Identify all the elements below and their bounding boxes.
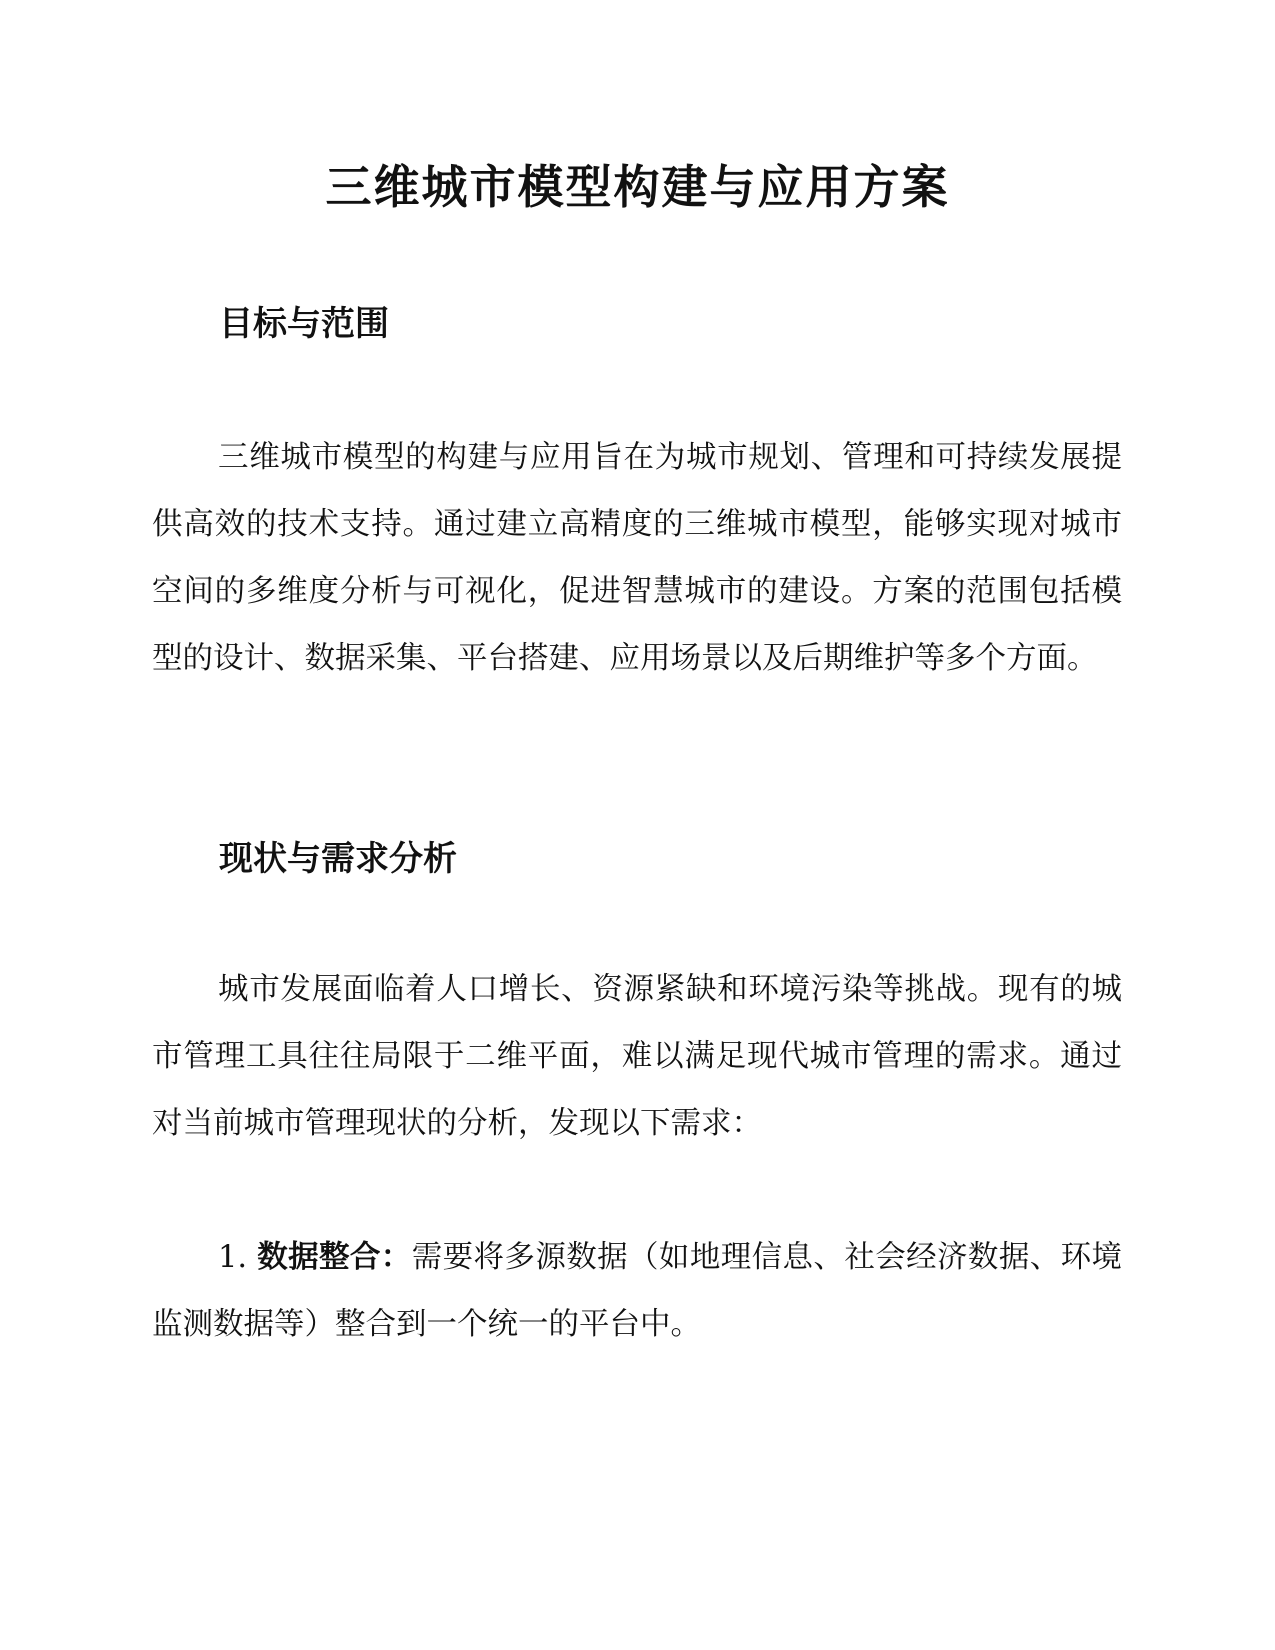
list-item-text: 需要将多源数据（如地理信息、社会经济数据、环境监测数据等）整合到一个统一的平台中。 bbox=[152, 1240, 1123, 1342]
document-title: 三维城市模型构建与应用方案 bbox=[325, 160, 950, 214]
section-heading-goals-scope: 目标与范围 bbox=[219, 304, 389, 344]
list-item bbox=[152, 1224, 1122, 1358]
section-paragraph-goals-scope: 三维城市模型的构建与应用旨在为城市规划、管理和可持续发展提供高效的技术支持。通过建立高精度的三维城市模型，能够实现对城市空间的多维度分析与可视化，促进智慧城市的建设。方案的范围包括模型的设计、数据采集、平台搭建、应用场景以及后期维护等多个方面。 bbox=[152, 440, 1122, 676]
list-item-label: 数据整合： bbox=[257, 1240, 412, 1275]
list-item-number: 1. bbox=[218, 1240, 258, 1275]
section-paragraph-status-needs: 城市发展面临着人口增长、资源紧缺和环境污染等挑战。现有的城市管理工具往往局限于二维平面，难以满足现代城市管理的需求。通过对当前城市管理现状的分析，发现以下需求： bbox=[152, 972, 1122, 1141]
section-heading-status-needs: 现状与需求分析 bbox=[219, 839, 457, 879]
